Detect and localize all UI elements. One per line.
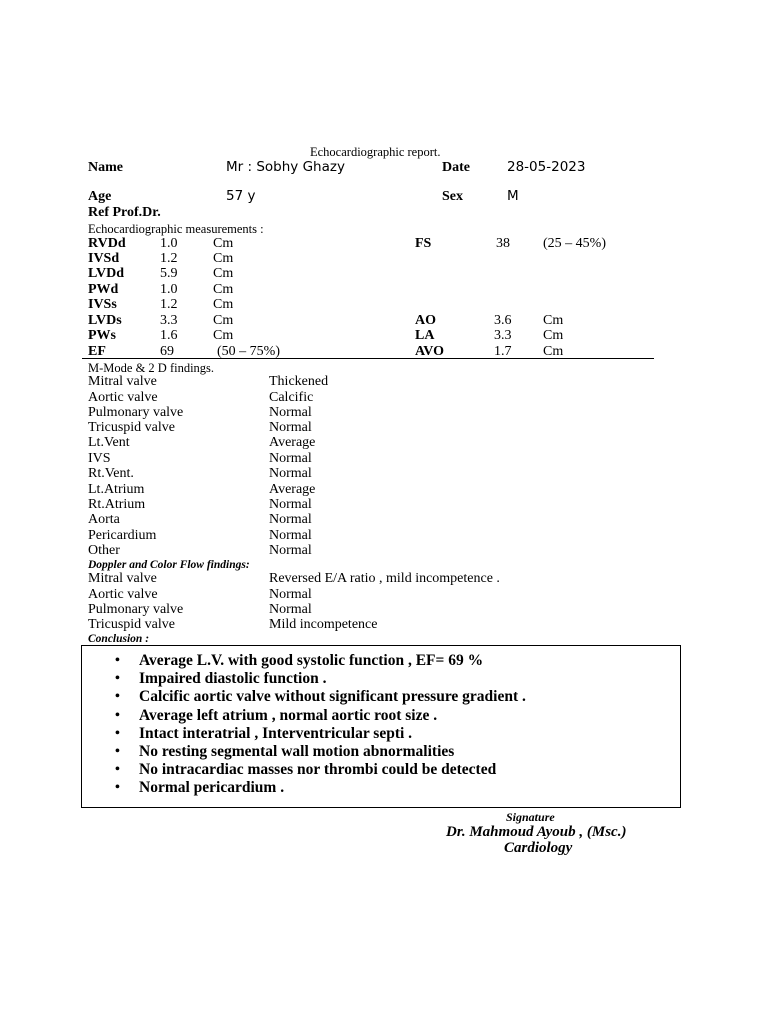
measurement-label: LVDs xyxy=(88,313,122,328)
age-label: Age xyxy=(88,189,112,204)
measurement-label: PWd xyxy=(88,282,119,297)
finding-label: Other xyxy=(88,543,120,558)
measurement-range: (50 – 75%) xyxy=(217,344,280,359)
measurement-unit: Cm xyxy=(213,328,234,343)
conclusion-list xyxy=(82,652,526,798)
finding-value: Normal xyxy=(269,512,312,527)
measurement-value: 3.3 xyxy=(160,313,178,328)
finding-value: Calcific xyxy=(269,390,314,405)
finding-label: Mitral valve xyxy=(88,571,157,586)
conclusion-text: No intracardiac masses nor thrombi could be detected xyxy=(139,761,497,779)
measurements-heading: Echocardiographic measurements : xyxy=(88,222,264,236)
measurement-value: 1.6 xyxy=(160,328,178,343)
measurement-label: PWs xyxy=(88,328,116,343)
finding-value: Normal xyxy=(269,587,312,602)
measurement-label: IVSs xyxy=(88,297,117,312)
finding-value: Normal xyxy=(269,602,312,617)
conclusion-text: Intact interatrial , Interventricular septi . xyxy=(139,724,413,742)
signature-label: Signature xyxy=(506,810,555,824)
signature-name: Dr. Mahmoud Ayoub , (Msc.) xyxy=(446,824,627,840)
list-item xyxy=(82,707,526,725)
conclusion-text: Impaired diastolic function . xyxy=(139,670,327,688)
list-item xyxy=(82,761,526,779)
measurement-label: RVDd xyxy=(88,236,126,251)
finding-value: Normal xyxy=(269,451,312,466)
bullet-icon: • xyxy=(115,725,120,741)
bullet-icon: • xyxy=(115,653,120,668)
measurement-unit: Cm xyxy=(213,313,234,328)
finding-value: Normal xyxy=(269,543,312,558)
measurement-unit: Cm xyxy=(213,282,234,297)
list-item xyxy=(82,779,526,797)
measurement-value: 1.7 xyxy=(494,344,512,359)
finding-value: Mild incompetence xyxy=(269,617,378,632)
finding-label: Aorta xyxy=(88,512,120,527)
bullet-icon: • xyxy=(115,707,120,723)
finding-label: Aortic valve xyxy=(88,587,158,602)
measurement-value: 5.9 xyxy=(160,266,178,281)
measurement-unit: Cm xyxy=(543,328,564,343)
finding-label: Lt.Atrium xyxy=(88,482,145,497)
finding-value: Normal xyxy=(269,528,312,543)
ref-doctor-label: Ref Prof.Dr. xyxy=(88,205,161,220)
mmode-heading: M-Mode & 2 D findings. xyxy=(88,361,215,375)
bullet-icon: • xyxy=(115,762,120,778)
finding-label: Tricuspid valve xyxy=(88,420,175,435)
conclusion-text: Average L.V. with good systolic function , EF= 69 % xyxy=(139,652,484,669)
sex-value: M xyxy=(507,188,519,204)
measurement-unit: Cm xyxy=(213,236,234,251)
measurement-label: EF xyxy=(88,344,106,359)
finding-label: Lt.Vent xyxy=(88,435,130,450)
sex-label: Sex xyxy=(442,189,463,204)
measurement-value: 1.2 xyxy=(160,251,178,266)
measurement-unit: Cm xyxy=(213,297,234,312)
conclusion-heading: Conclusion : xyxy=(88,633,150,645)
finding-value: Normal xyxy=(269,466,312,481)
date-label: Date xyxy=(442,160,470,175)
conclusion-text: Calcific aortic valve without significant pressure gradient . xyxy=(139,688,526,706)
doppler-heading: Doppler and Color Flow findings: xyxy=(88,559,250,571)
finding-value: Thickened xyxy=(269,374,329,389)
date-value: 28-05-2023 xyxy=(507,159,586,175)
finding-value: Normal xyxy=(269,405,312,420)
bullet-icon: • xyxy=(115,689,120,705)
finding-value: Normal xyxy=(269,420,312,435)
list-item xyxy=(82,725,526,743)
bullet-icon: • xyxy=(115,743,120,759)
measurement-unit: Cm xyxy=(543,313,564,328)
finding-label: Rt.Atrium xyxy=(88,497,146,512)
list-item xyxy=(82,688,526,706)
measurement-label: AVO xyxy=(415,344,445,359)
finding-label: Pericardium xyxy=(88,528,157,543)
name-label: Name xyxy=(88,160,123,175)
bullet-icon: • xyxy=(115,780,120,796)
finding-value: Average xyxy=(269,482,316,497)
age-value: 57 y xyxy=(226,188,256,204)
conclusion-text: Normal pericardium . xyxy=(139,779,285,797)
finding-label: Pulmonary valve xyxy=(88,405,184,420)
finding-value: Average xyxy=(269,435,316,450)
measurement-label: AO xyxy=(415,313,436,328)
conclusion-text: Average left atrium , normal aortic root size . xyxy=(139,706,438,724)
measurement-value: 38 xyxy=(496,236,510,251)
measurement-value: 1.2 xyxy=(160,297,178,312)
finding-label: IVS xyxy=(88,451,111,466)
report-title: Echocardiographic report. xyxy=(310,145,441,159)
section-divider xyxy=(82,358,654,359)
measurement-unit: Cm xyxy=(543,344,564,359)
measurement-value: 3.6 xyxy=(494,313,512,328)
finding-label: Tricuspid valve xyxy=(88,617,175,632)
measurement-label: IVSd xyxy=(88,251,120,266)
measurement-value: 1.0 xyxy=(160,282,178,297)
measurement-unit: Cm xyxy=(213,266,234,281)
finding-label: Mitral valve xyxy=(88,374,157,389)
measurement-value: 1.0 xyxy=(160,236,178,251)
conclusion-text: No resting segmental wall motion abnormalities xyxy=(139,742,455,760)
list-item xyxy=(82,743,526,761)
signature-specialty: Cardiology xyxy=(504,840,573,856)
list-item xyxy=(82,670,526,688)
measurement-label: FS xyxy=(415,236,432,251)
finding-label: Rt.Vent. xyxy=(88,466,134,481)
measurement-value: 69 xyxy=(160,344,174,359)
finding-value: Normal xyxy=(269,497,312,512)
finding-label: Aortic valve xyxy=(88,390,158,405)
measurement-unit: Cm xyxy=(213,251,234,266)
finding-label: Pulmonary valve xyxy=(88,602,184,617)
list-item xyxy=(82,652,526,670)
measurement-value: 3.3 xyxy=(494,328,512,343)
name-value: Mr : Sobhy Ghazy xyxy=(226,159,345,175)
measurement-range: (25 – 45%) xyxy=(543,236,606,251)
bullet-icon: • xyxy=(115,671,120,687)
finding-value: Reversed E/A ratio , mild incompetence . xyxy=(269,571,500,586)
conclusion-box xyxy=(81,645,681,808)
measurement-label: LA xyxy=(415,328,435,343)
measurement-label: LVDd xyxy=(88,266,125,281)
